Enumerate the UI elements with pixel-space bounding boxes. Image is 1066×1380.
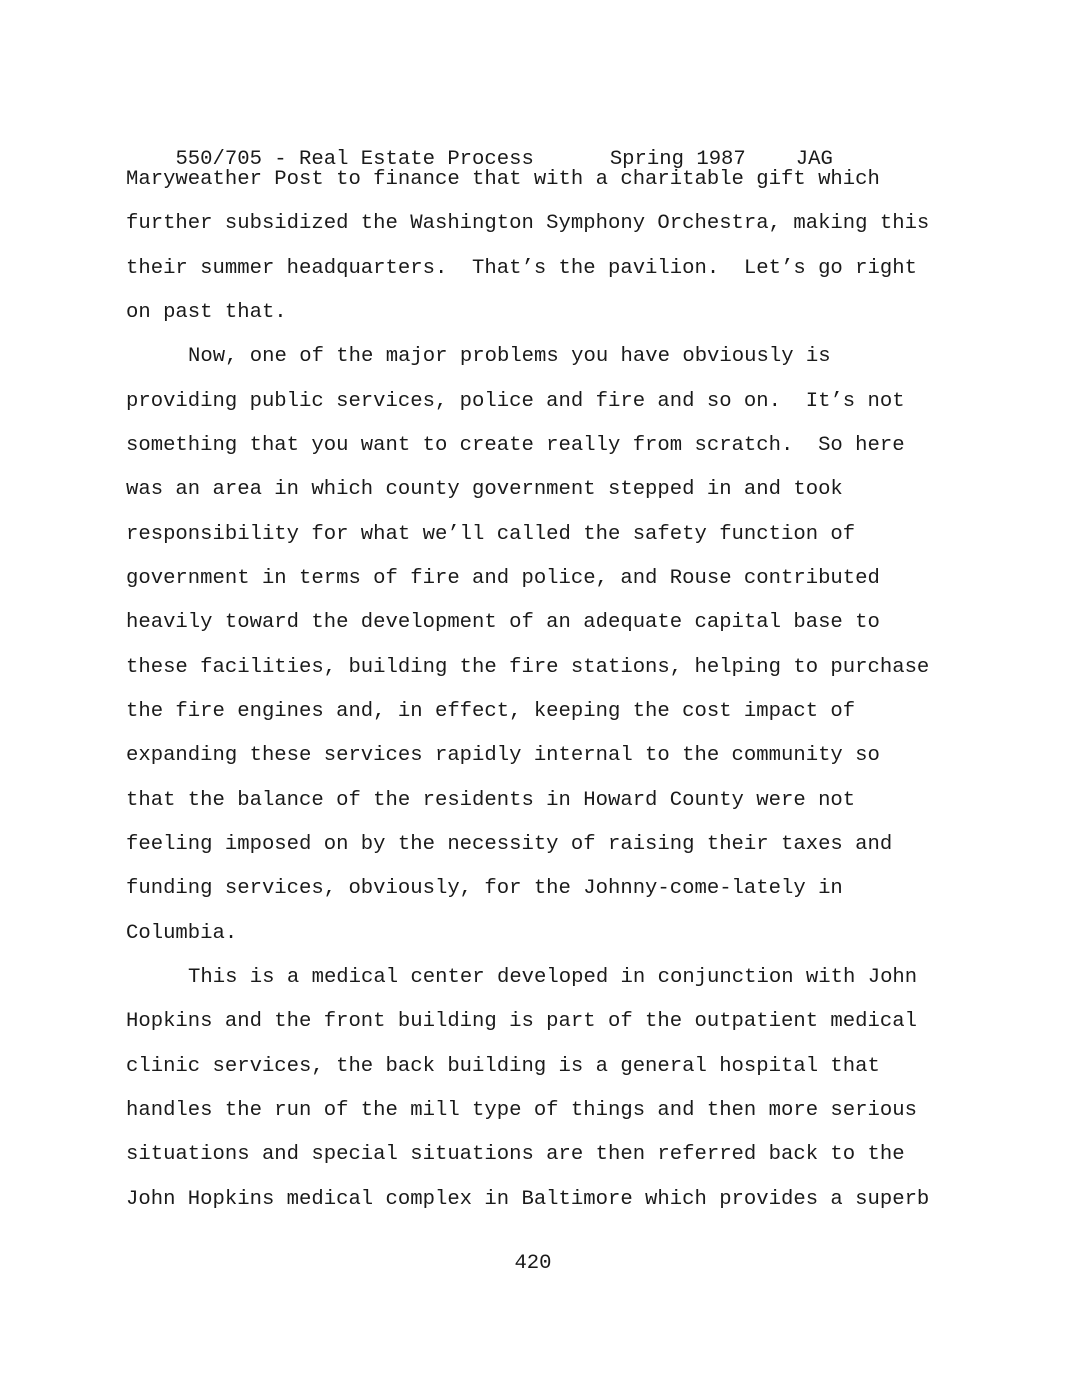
paragraph-start: This is a medical center developed in conjunction with John [188, 966, 918, 989]
text-line: something that you want to create really from scratch. So here [126, 434, 905, 457]
text-line: heavily toward the development of an adequate capital base to [126, 611, 880, 634]
text-line: feeling imposed on by the necessity of raising their taxes and [126, 833, 893, 856]
text-line: government in terms of fire and police, and Rouse contributed [126, 567, 880, 590]
text-line: further subsidized the Washington Symphony Orchestra, making this [126, 212, 930, 235]
page-number: 420 [514, 1252, 552, 1275]
text-line: was an area in which county government stepped in and took [126, 478, 843, 501]
text-line: John Hopkins medical complex in Baltimore which provides a superb [126, 1188, 930, 1211]
course-title: 550/705 - Real Estate Process [175, 148, 534, 171]
text-line: handles the run of the mill type of things and then more serious [126, 1099, 917, 1122]
text-line: expanding these services rapidly internal to the community so [126, 744, 880, 767]
text-line: that the balance of the residents in Howard County were not [126, 789, 856, 812]
text-line: these facilities, building the fire stations, helping to purchase [126, 656, 930, 679]
term: Spring 1987 [609, 148, 746, 171]
text-line: their summer headquarters. That’s the pavilion. Let’s go right [126, 257, 917, 280]
text-line: responsibility for what we’ll called the safety function of [126, 523, 856, 546]
text-line: Columbia. [126, 922, 238, 945]
text-line: situations and special situations are then referred back to the [126, 1143, 905, 1166]
text-line: clinic services, the back building is a general hospital that [126, 1055, 880, 1078]
text-line: Hopkins and the front building is part of the outpatient medical [126, 1010, 917, 1033]
text-line: Maryweather Post to finance that with a charitable gift which [126, 168, 880, 191]
text-line: providing public services, police and fire and so on. It’s not [126, 390, 905, 413]
paragraph-start: Now, one of the major problems you have obviously is [188, 345, 831, 368]
text-line: on past that. [126, 301, 287, 324]
text-line: funding services, obviously, for the Johnny-come-lately in [126, 877, 843, 900]
text-line: the fire engines and, in effect, keeping the cost impact of [126, 700, 856, 723]
author-initials: JAG [795, 148, 833, 171]
